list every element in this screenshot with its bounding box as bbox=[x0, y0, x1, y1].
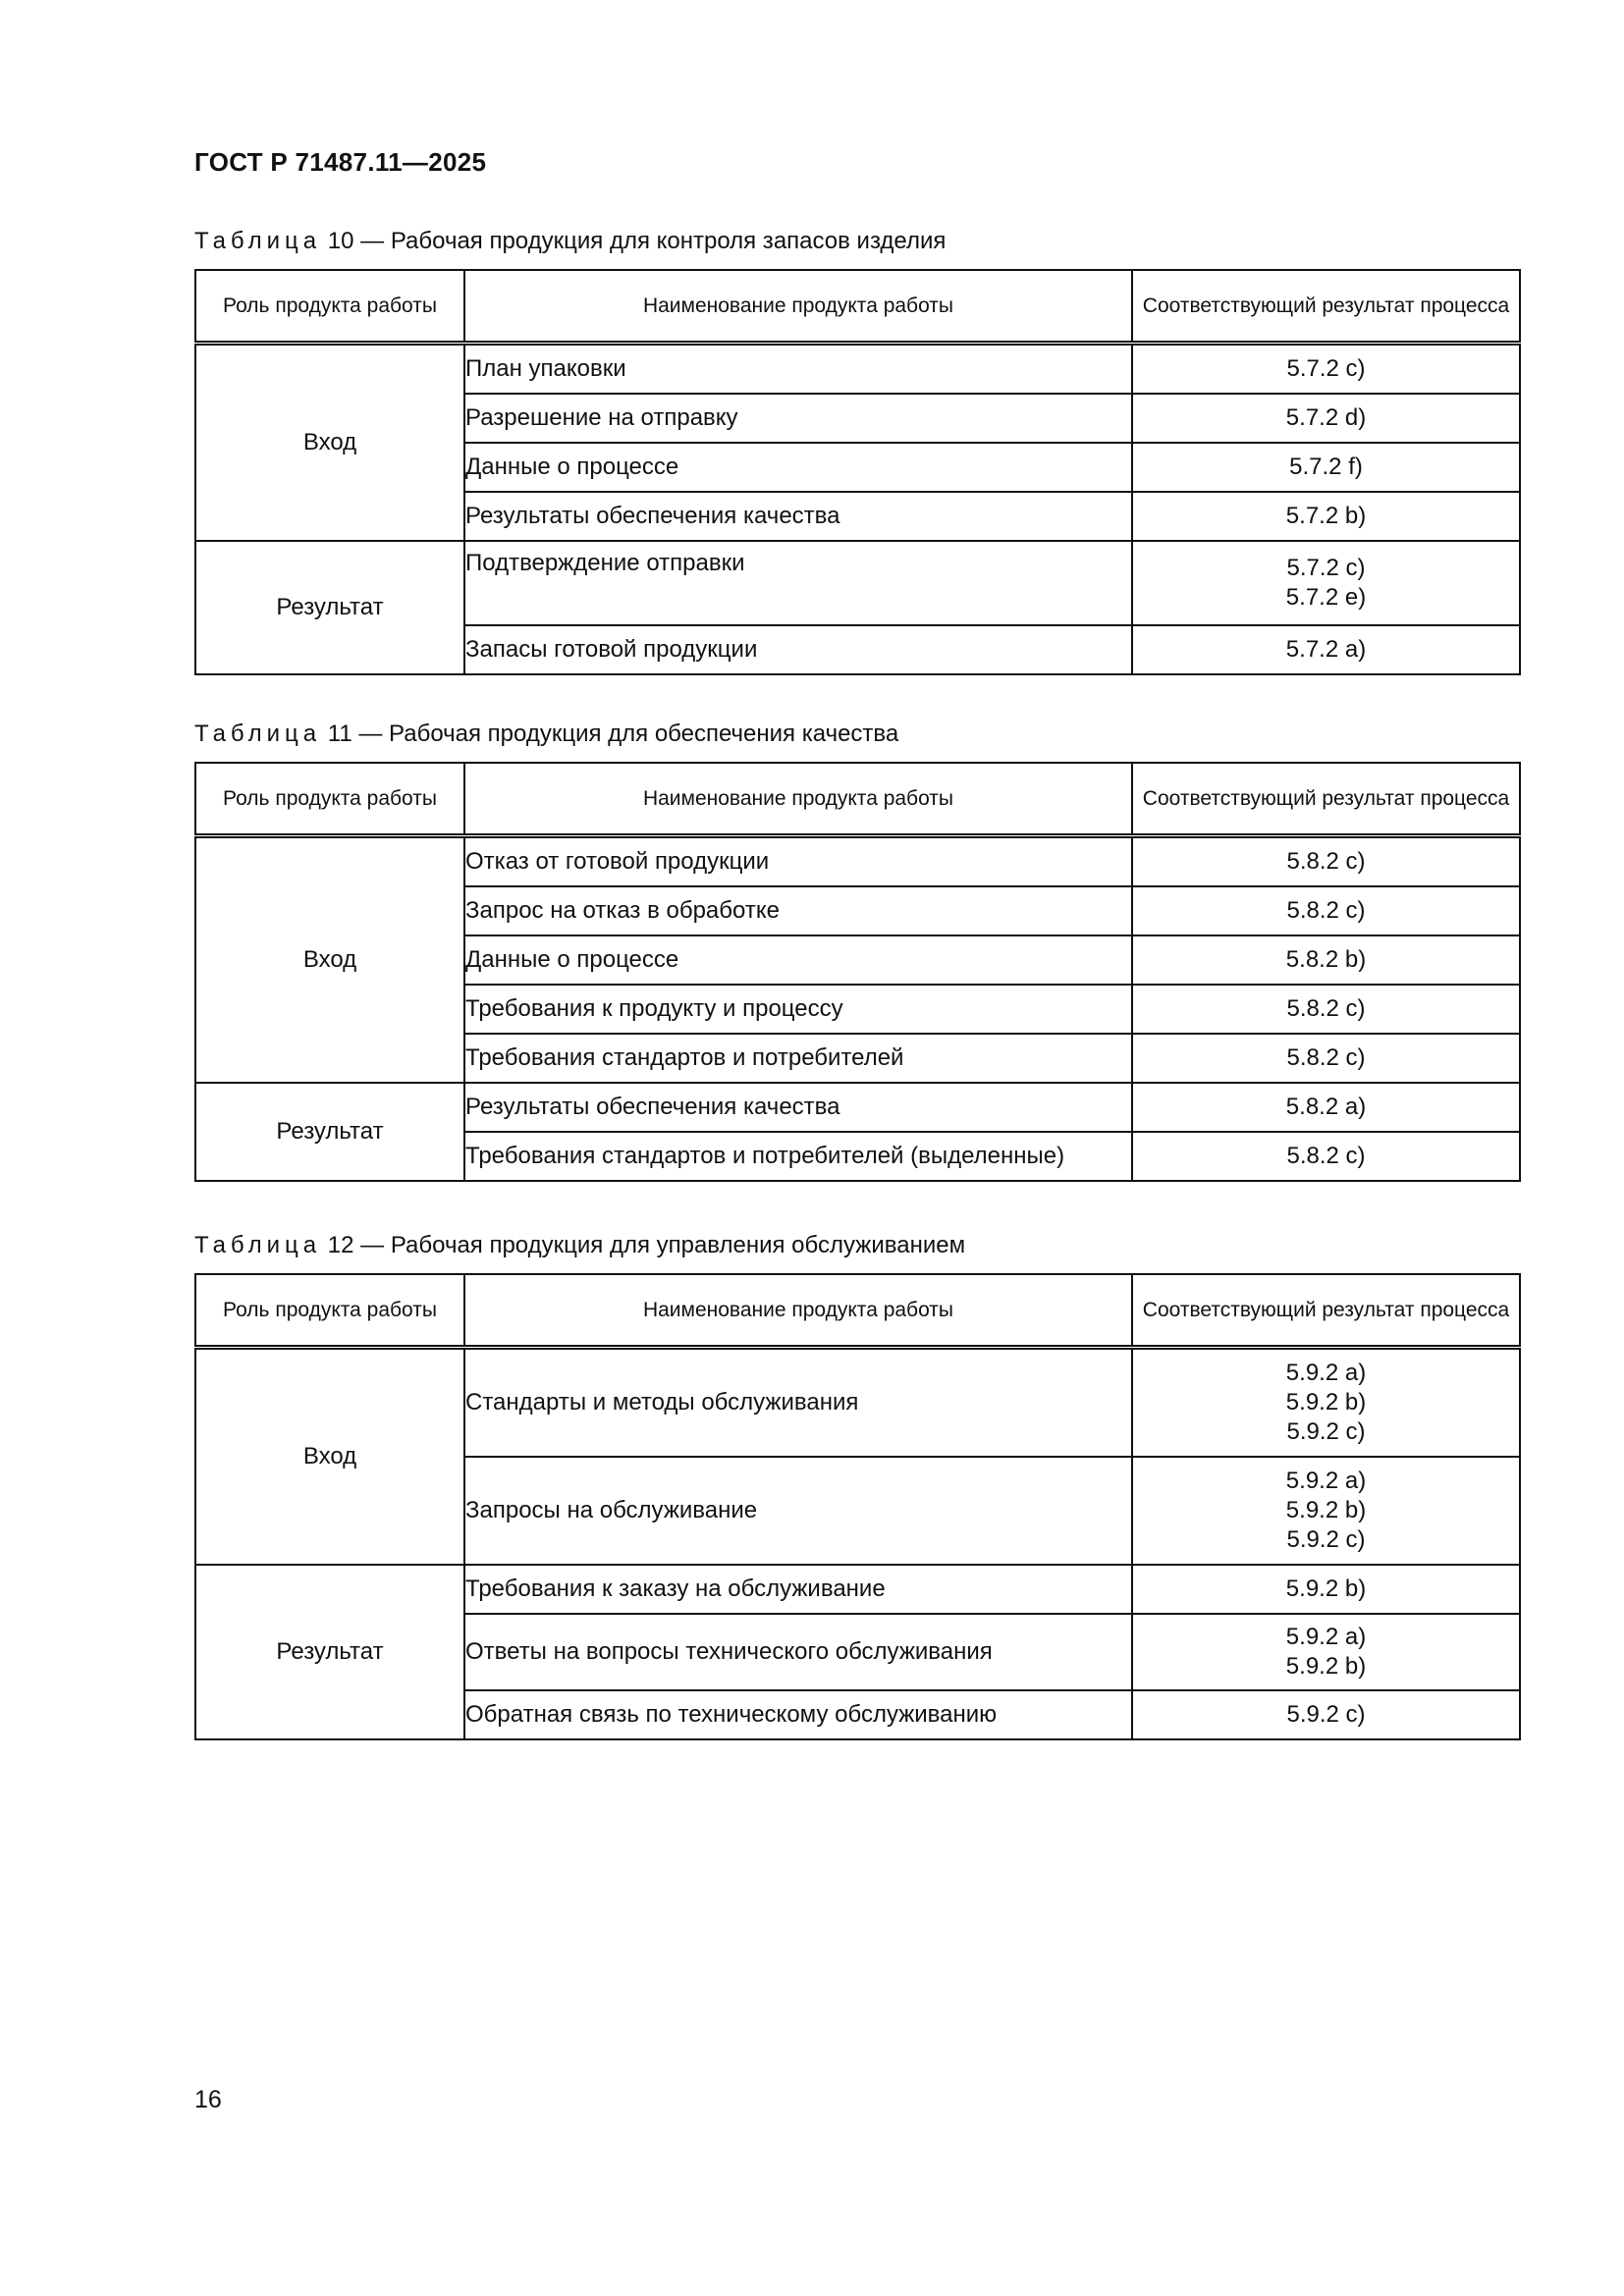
table-11-caption bbox=[194, 721, 898, 748]
table-10-caption bbox=[194, 228, 946, 255]
result-ref: 5.8.2 c) bbox=[1286, 995, 1366, 1022]
result-cell bbox=[1132, 836, 1520, 887]
result-cell bbox=[1132, 1565, 1520, 1614]
table-10 bbox=[194, 269, 1521, 675]
result-cell bbox=[1132, 394, 1520, 443]
result-cell bbox=[1132, 344, 1520, 395]
header-name: Наименование продукта работы bbox=[464, 270, 1132, 344]
page-number: 16 bbox=[194, 2086, 222, 2113]
header-name: Наименование продукта работы bbox=[464, 763, 1132, 836]
result-ref: 5.9.2 c) bbox=[1286, 1701, 1366, 1728]
header-role: Роль продукта работы bbox=[195, 763, 464, 836]
table-row bbox=[195, 344, 1520, 395]
result-cell bbox=[1132, 1614, 1520, 1690]
result-ref: 5.9.2 c) bbox=[1286, 1526, 1366, 1553]
result-ref: 5.9.2 a) bbox=[1285, 1360, 1367, 1386]
product-name: Запасы готовой продукции bbox=[464, 625, 1132, 674]
result-ref: 5.7.2 f) bbox=[1289, 454, 1363, 480]
product-name: Стандарты и методы обслуживания bbox=[464, 1348, 1132, 1458]
result-ref: 5.9.2 a) bbox=[1285, 1468, 1367, 1494]
table-12 bbox=[194, 1273, 1521, 1740]
header-role: Роль продукта работы bbox=[195, 1274, 464, 1348]
table-caption-text: 11 — Рабочая продукция для обеспечения качества bbox=[327, 721, 899, 747]
result-ref: 5.7.2 c) bbox=[1286, 355, 1366, 382]
result-ref: 5.7.2 a) bbox=[1285, 636, 1367, 663]
table-11 bbox=[194, 762, 1521, 1182]
result-ref: 5.8.2 c) bbox=[1286, 1044, 1366, 1071]
document-id: ГОСТ Р 71487.11—2025 bbox=[194, 147, 487, 177]
result-ref: 5.8.2 c) bbox=[1286, 1143, 1366, 1169]
table-caption-text: 10 — Рабочая продукция для контроля запасов изделия bbox=[327, 228, 947, 254]
table-row bbox=[195, 1348, 1520, 1458]
table-header-row bbox=[195, 1274, 1520, 1348]
product-name: Требования к заказу на обслуживание bbox=[464, 1565, 1132, 1614]
result-cell bbox=[1132, 935, 1520, 985]
result-ref: 5.8.2 a) bbox=[1285, 1094, 1367, 1120]
product-name: Запросы на обслуживание bbox=[464, 1457, 1132, 1565]
role-cell: Вход bbox=[195, 344, 464, 542]
table-header-row bbox=[195, 270, 1520, 344]
product-name: Требования стандартов и потребителей bbox=[464, 1034, 1132, 1083]
role-cell: Результат bbox=[195, 1083, 464, 1181]
result-cell bbox=[1132, 1034, 1520, 1083]
product-name: Результаты обеспечения качества bbox=[464, 1083, 1132, 1132]
role-cell: Вход bbox=[195, 1348, 464, 1566]
result-cell bbox=[1132, 1690, 1520, 1739]
product-name: Данные о процессе bbox=[464, 935, 1132, 985]
result-cell bbox=[1132, 1083, 1520, 1132]
result-cell bbox=[1132, 443, 1520, 492]
header-result: Соответствующий результат процесса bbox=[1132, 1274, 1520, 1348]
header-result: Соответствующий результат процесса bbox=[1132, 270, 1520, 344]
role-cell: Результат bbox=[195, 1565, 464, 1739]
result-ref: 5.7.2 c) bbox=[1286, 555, 1366, 581]
product-name: Запрос на отказ в обработке bbox=[464, 886, 1132, 935]
product-name: Требования к продукту и процессу bbox=[464, 985, 1132, 1034]
result-ref: 5.8.2 c) bbox=[1286, 897, 1366, 924]
product-name: Требования стандартов и потребителей (выделенные) bbox=[464, 1132, 1132, 1181]
result-ref: 5.9.2 b) bbox=[1285, 1653, 1367, 1680]
result-cell bbox=[1132, 985, 1520, 1034]
result-ref: 5.7.2 e) bbox=[1285, 584, 1367, 611]
result-ref: 5.9.2 c) bbox=[1286, 1418, 1366, 1445]
header-result: Соответствующий результат процесса bbox=[1132, 763, 1520, 836]
result-ref: 5.8.2 c) bbox=[1286, 848, 1366, 875]
role-cell: Результат bbox=[195, 541, 464, 674]
result-cell bbox=[1132, 625, 1520, 674]
product-name: Ответы на вопросы технического обслуживания bbox=[464, 1614, 1132, 1690]
product-name: Подтверждение отправки bbox=[464, 541, 1132, 625]
result-ref: 5.7.2 d) bbox=[1285, 404, 1367, 431]
product-name: Обратная связь по техническому обслуживанию bbox=[464, 1690, 1132, 1739]
role-cell: Вход bbox=[195, 836, 464, 1084]
table-caption-prefix: Таблица bbox=[194, 228, 322, 254]
product-name: Результаты обеспечения качества bbox=[464, 492, 1132, 541]
result-ref: 5.9.2 b) bbox=[1285, 1497, 1367, 1523]
product-name: Отказ от готовой продукции bbox=[464, 836, 1132, 887]
result-cell bbox=[1132, 1457, 1520, 1565]
table-caption-text: 12 — Рабочая продукция для управления обслуживанием bbox=[327, 1232, 966, 1258]
table-row bbox=[195, 1083, 1520, 1132]
header-name: Наименование продукта работы bbox=[464, 1274, 1132, 1348]
result-cell bbox=[1132, 1348, 1520, 1458]
result-ref: 5.9.2 b) bbox=[1285, 1575, 1367, 1602]
table-row bbox=[195, 541, 1520, 625]
result-cell bbox=[1132, 886, 1520, 935]
product-name: Разрешение на отправку bbox=[464, 394, 1132, 443]
result-ref: 5.9.2 a) bbox=[1285, 1624, 1367, 1650]
table-12-caption bbox=[194, 1232, 965, 1259]
result-ref: 5.9.2 b) bbox=[1285, 1389, 1367, 1415]
result-cell bbox=[1132, 492, 1520, 541]
table-row bbox=[195, 1565, 1520, 1614]
table-row bbox=[195, 836, 1520, 887]
product-name: План упаковки bbox=[464, 344, 1132, 395]
table-caption-prefix: Таблица bbox=[194, 1232, 322, 1258]
result-cell bbox=[1132, 541, 1520, 625]
result-ref: 5.7.2 b) bbox=[1285, 503, 1367, 529]
header-role: Роль продукта работы bbox=[195, 270, 464, 344]
result-cell bbox=[1132, 1132, 1520, 1181]
result-ref: 5.8.2 b) bbox=[1285, 946, 1367, 973]
table-caption-prefix: Таблица bbox=[194, 721, 322, 747]
product-name: Данные о процессе bbox=[464, 443, 1132, 492]
table-header-row bbox=[195, 763, 1520, 836]
